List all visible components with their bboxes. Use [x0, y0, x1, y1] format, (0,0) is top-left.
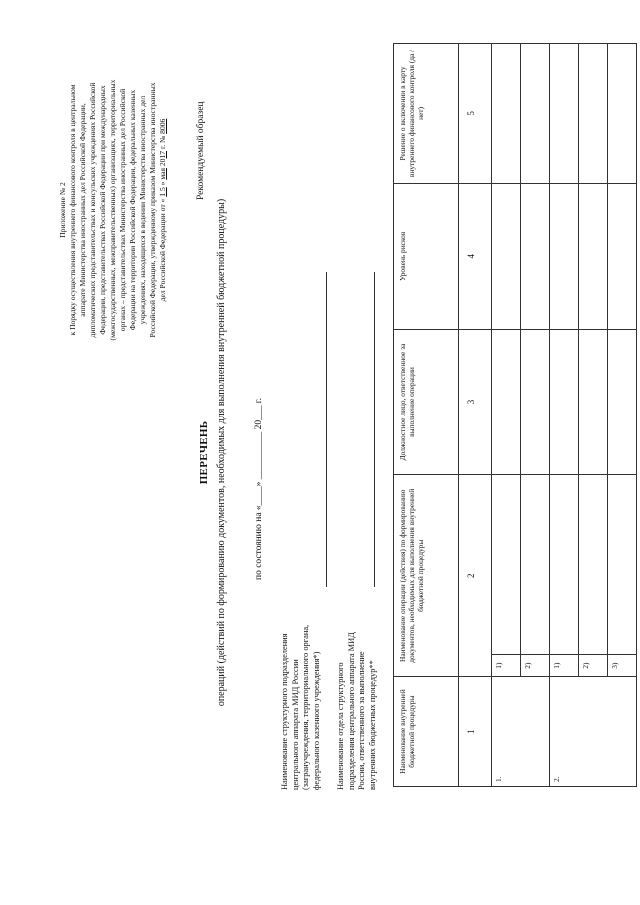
- appendix-line: Приложение № 2: [58, 182, 67, 238]
- as-of-date-line: по состоянию на «____» __________ 20___ г.: [254, 398, 264, 580]
- header-operation: Наименование операции (действия) по формированию документов, необходимых для выполнения внутренней бюджетной процедуры: [394, 475, 459, 677]
- table-row: [550, 44, 579, 787]
- column-number-row: [459, 44, 492, 787]
- table-row: [579, 44, 608, 787]
- appendix-line: учреждениях, находящихся в ведении Министерства иностранных дел: [138, 95, 147, 325]
- operation-cell: [579, 475, 608, 655]
- column-number: 4: [459, 183, 492, 329]
- table-header-row: [394, 44, 459, 787]
- procedure-cell: 2.: [550, 677, 637, 787]
- procedure-cell: 1.: [492, 677, 550, 787]
- appendix-line: дипломатических представительствах и консульских учреждениях Российской: [88, 82, 97, 338]
- operation-cell: [550, 475, 579, 655]
- operation-number: 2): [579, 655, 608, 677]
- table-row: [521, 44, 550, 787]
- responsible-cell: [492, 329, 521, 475]
- appendix-header: [58, 45, 168, 375]
- header-procedure: Наименование внутренней бюджетной процедуры: [394, 677, 459, 787]
- column-number: 2: [459, 475, 492, 677]
- operation-number: 1): [492, 655, 521, 677]
- operation-number: 1): [550, 655, 579, 677]
- order-number: 8006: [158, 118, 167, 134]
- operation-cell: [608, 475, 637, 655]
- appendix-line: аппарате Министерства иностранных дел Российской Федерации,: [78, 103, 87, 317]
- operation-cell: [492, 475, 521, 655]
- responsible-cell: [521, 329, 550, 475]
- appendix-line: Федерации на территории Российской Федерации, федеральных казенных: [128, 89, 137, 331]
- appendix-line: органах – представительствах Министерства иностранных дел Российской: [118, 88, 127, 332]
- table-row: [608, 44, 637, 787]
- table-row: [492, 44, 521, 787]
- operation-number: 3): [608, 655, 637, 677]
- column-number: 5: [459, 44, 492, 184]
- risk-cell: [521, 183, 550, 329]
- sample-label: Рекомендуемый образец: [196, 101, 206, 200]
- header-risk-level: Уровень рисков: [394, 183, 459, 329]
- decision-cell: [608, 44, 637, 184]
- responsible-cell: [550, 329, 579, 475]
- order-prefix: дел Российской Федерации от «: [158, 196, 167, 302]
- risk-cell: [492, 183, 521, 329]
- header-decision: Решение о включении в карту внутреннего финансового контроля (да / нет): [394, 44, 459, 184]
- operation-cell: [521, 475, 550, 655]
- operation-number: 2): [521, 655, 550, 677]
- risk-cell: [608, 183, 637, 329]
- column-number: 3: [459, 329, 492, 475]
- operations-table: [393, 43, 637, 787]
- appendix-line: Федерации, представительствах Российской Федерации при международных: [98, 85, 107, 335]
- header-responsible: Должностное лицо, ответственное за выполнение операции: [394, 329, 459, 475]
- order-year-suffix: г. №: [158, 133, 167, 151]
- risk-cell: [550, 183, 579, 329]
- risk-cell: [579, 183, 608, 329]
- order-day: 1 5: [158, 187, 167, 197]
- column-number: 1: [459, 677, 492, 787]
- responsible-cell: [579, 329, 608, 475]
- division-label: Наименование структурного подразделения центрального аппарата МИД России (загранучреждения, территориального органа, федерального казенного учреждения*): [280, 624, 321, 790]
- responsible-cell: [608, 329, 637, 475]
- document-subtitle: операций (действий по формированию документов, необходимых для выполнения внутренней бюджетной процедуры): [216, 198, 227, 707]
- department-fill-line: [374, 272, 375, 587]
- order-month: мая: [158, 168, 167, 180]
- decision-cell: [579, 44, 608, 184]
- document-title: ПЕРЕЧЕНЬ: [198, 420, 210, 485]
- division-fill-line: [326, 272, 327, 587]
- decision-cell: [521, 44, 550, 184]
- appendix-line: к Порядку осуществления внутреннего финансового контроля в центральном: [68, 84, 77, 336]
- decision-cell: [550, 44, 579, 184]
- order-year: 17: [158, 150, 167, 159]
- decision-cell: [492, 44, 521, 184]
- appendix-line: (межгосударственных, межправительственных) организациях, территориальных: [108, 79, 117, 341]
- appendix-line: Российской Федерации, утвержденному приказом Министерства иностранных: [148, 82, 157, 338]
- order-year-prefix: 20: [158, 158, 167, 169]
- department-label: Наименование отдела структурного подразделения центрального аппарата МИД России, ответственного за выполнение внутренних бюджетных процедур**: [336, 632, 377, 790]
- order-separator: »: [158, 179, 167, 188]
- order-reference: [158, 45, 168, 375]
